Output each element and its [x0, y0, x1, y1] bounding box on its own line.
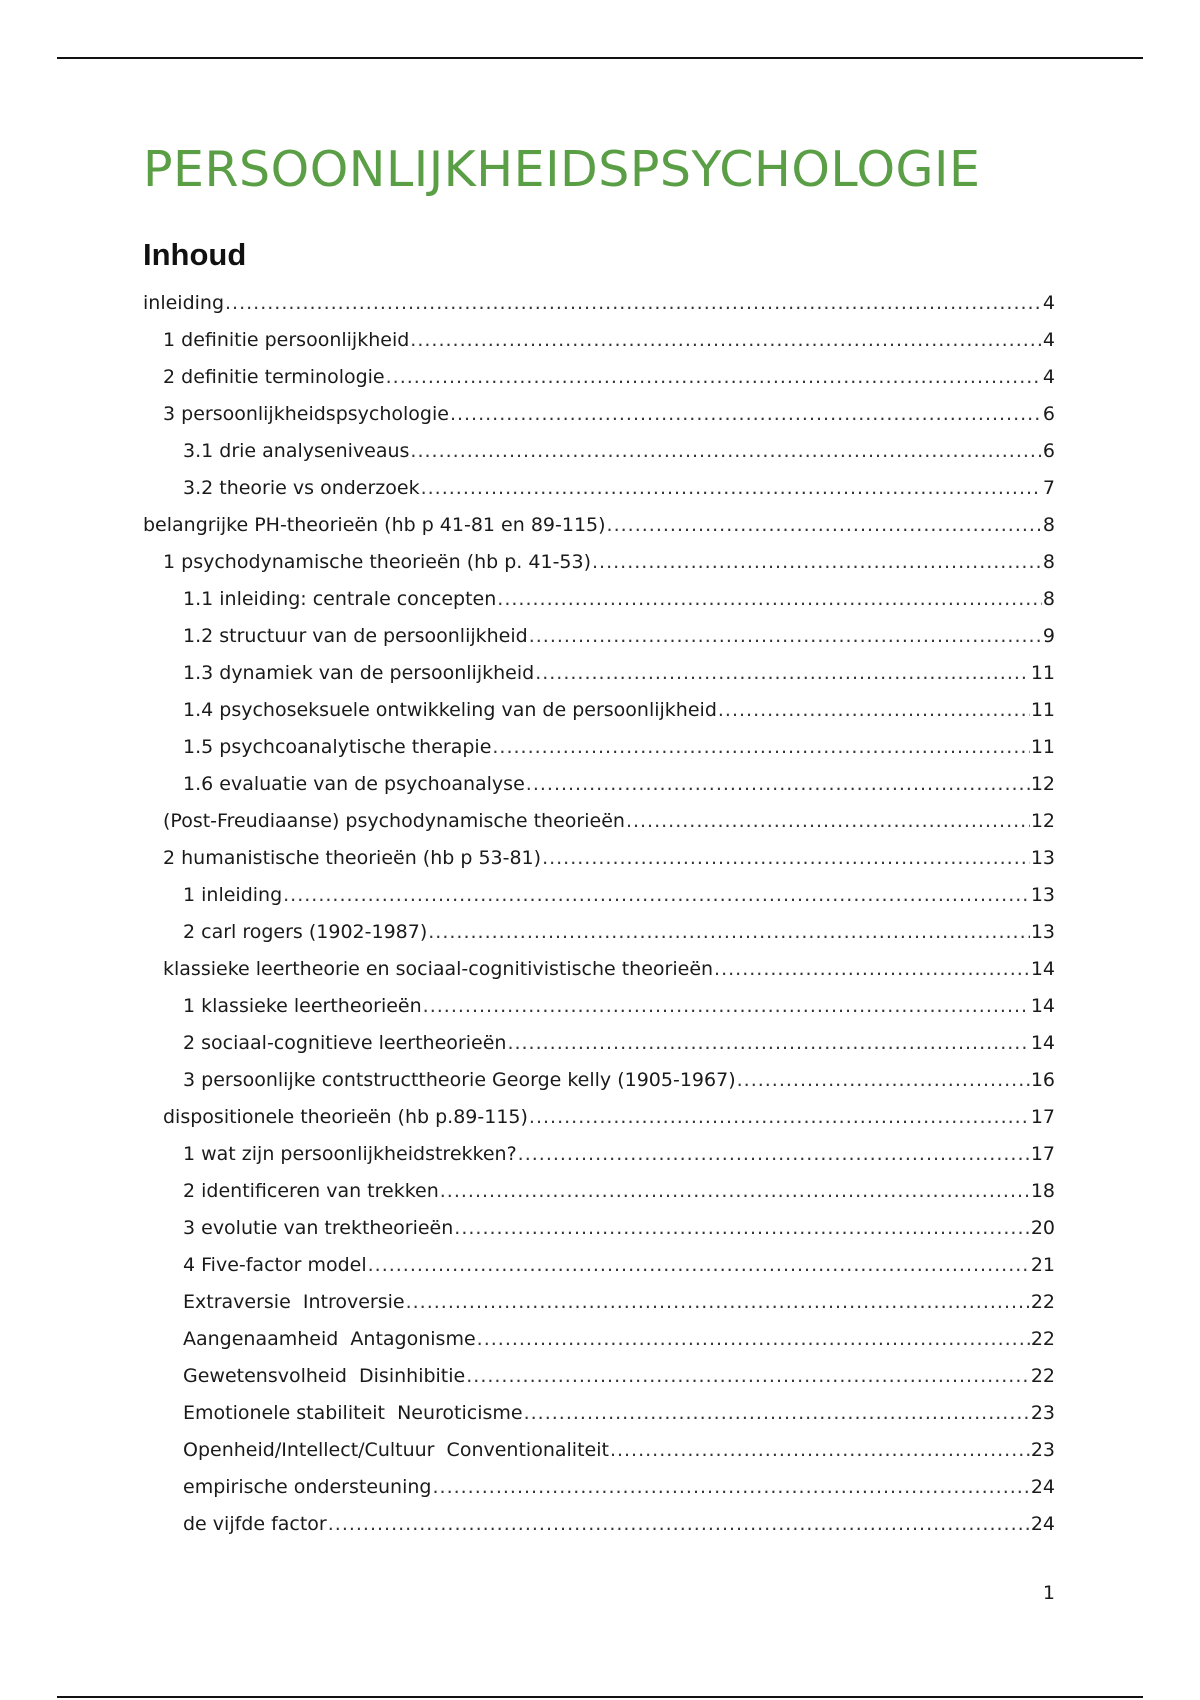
toc-entry-page: 4 [1042, 329, 1055, 351]
toc-entry-label: 1.2 structuur van de persoonlijkheid [183, 625, 528, 647]
toc-entry-label: 1.5 psychcoanalytische therapie [183, 736, 492, 758]
toc-entry-page: 4 [1042, 292, 1055, 314]
toc-entry-label: 1.4 psychoseksuele ontwikkeling van de persoonlijkheid [183, 699, 717, 721]
toc-entry-page: 24 [1030, 1476, 1055, 1498]
toc-entry[interactable] [143, 692, 1055, 729]
toc-dot-leader [607, 507, 1042, 544]
toc-entry-label: empirische ondersteuning [183, 1476, 432, 1498]
toc-entry[interactable] [143, 544, 1055, 581]
toc-entry-page: 12 [1030, 810, 1055, 832]
toc-entry[interactable] [143, 1358, 1055, 1395]
toc-entry-page: 11 [1030, 736, 1055, 758]
toc-entry-label: 3 persoonlijke contstructtheorie George kelly (1905-1967) [183, 1069, 736, 1091]
toc-entry[interactable] [143, 1469, 1055, 1506]
toc-entry[interactable] [143, 1173, 1055, 1210]
toc-entry-label: klassieke leertheorie en sociaal-cognitivistische theorieën [163, 958, 714, 980]
toc-dot-leader [283, 877, 1030, 914]
toc-entry-page: 7 [1042, 477, 1055, 499]
toc-entry[interactable] [143, 1432, 1055, 1469]
toc-dot-leader [718, 692, 1030, 729]
toc-entry[interactable] [143, 396, 1055, 433]
toc-dot-leader [432, 1469, 1029, 1506]
toc-entry-label: Openheid/Intellect/Cultuur Conventionaliteit [183, 1439, 609, 1461]
toc-dot-leader [421, 470, 1042, 507]
toc-dot-leader [428, 914, 1030, 951]
toc-entry-label: 2 humanistische theorieën (hb p 53-81) [163, 847, 542, 869]
toc-entry-page: 22 [1030, 1291, 1055, 1313]
toc-entry[interactable] [143, 840, 1055, 877]
toc-dot-leader [450, 396, 1042, 433]
toc-dot-leader [714, 951, 1030, 988]
toc-dot-leader [526, 766, 1030, 803]
toc-dot-leader [507, 1025, 1029, 1062]
toc-entry-page: 22 [1030, 1365, 1055, 1387]
toc-dot-leader [542, 840, 1030, 877]
toc-entry-page: 8 [1042, 514, 1055, 536]
toc-entry[interactable] [143, 1062, 1055, 1099]
toc-entry[interactable] [143, 285, 1055, 322]
document-title: PERSOONLIJKHEIDSPSYCHOLOGIE [143, 141, 981, 198]
toc-entry[interactable] [143, 1247, 1055, 1284]
toc-dot-leader [386, 359, 1042, 396]
toc-entry-label: 1.1 inleiding: centrale concepten [183, 588, 497, 610]
toc-entry[interactable] [143, 914, 1055, 951]
toc-dot-leader [328, 1506, 1030, 1543]
toc-entry-page: 23 [1030, 1402, 1055, 1424]
toc-entry[interactable] [143, 359, 1055, 396]
toc-entry-page: 17 [1030, 1106, 1055, 1128]
toc-entry-label: 3.2 theorie vs onderzoek [183, 477, 420, 499]
toc-entry[interactable] [143, 322, 1055, 359]
toc-dot-leader [518, 1136, 1030, 1173]
toc-entry-page: 4 [1042, 366, 1055, 388]
toc-entry-page: 18 [1030, 1180, 1055, 1202]
toc-entry[interactable] [143, 1284, 1055, 1321]
toc-entry-page: 16 [1030, 1069, 1055, 1091]
top-rule [57, 57, 1143, 59]
toc-entry-label: de vijfde factor [183, 1513, 327, 1535]
toc-entry-page: 8 [1042, 551, 1055, 573]
toc-entry-label: 1 psychodynamische theorieën (hb p. 41-53) [163, 551, 592, 573]
toc-entry-page: 14 [1030, 995, 1055, 1017]
toc-entry[interactable] [143, 1321, 1055, 1358]
toc-dot-leader [529, 618, 1042, 655]
toc-dot-leader [737, 1062, 1030, 1099]
toc-dot-leader [524, 1395, 1030, 1432]
toc-entry[interactable] [143, 951, 1055, 988]
toc-entry-label: 3 persoonlijkheidspsychologie [163, 403, 449, 425]
toc-dot-leader [492, 729, 1029, 766]
toc-entry[interactable] [143, 507, 1055, 544]
toc-entry-label: belangrijke PH-theorieën (hb p 41-81 en 89-115) [143, 514, 606, 536]
toc-entry-label: (Post-Freudiaanse) psychodynamische theorieën [163, 810, 625, 832]
toc-entry-page: 6 [1042, 403, 1055, 425]
toc-entry-label: 1.6 evaluatie van de psychoanalyse [183, 773, 525, 795]
toc-entry[interactable] [143, 581, 1055, 618]
toc-entry-page: 9 [1042, 625, 1055, 647]
table-of-contents [143, 285, 1055, 1543]
toc-dot-leader [454, 1210, 1030, 1247]
toc-entry-label: 2 carl rogers (1902-1987) [183, 921, 428, 943]
toc-entry-page: 20 [1030, 1217, 1055, 1239]
toc-dot-leader [497, 581, 1042, 618]
toc-entry[interactable] [143, 1136, 1055, 1173]
toc-entry-page: 21 [1030, 1254, 1055, 1276]
toc-dot-leader [592, 544, 1042, 581]
toc-entry[interactable] [143, 988, 1055, 1025]
toc-entry[interactable] [143, 1395, 1055, 1432]
toc-entry-page: 13 [1030, 847, 1055, 869]
toc-dot-leader [466, 1358, 1030, 1395]
toc-entry-page: 23 [1030, 1439, 1055, 1461]
toc-entry-page: 13 [1030, 921, 1055, 943]
toc-entry[interactable] [143, 618, 1055, 655]
toc-entry-page: 14 [1030, 958, 1055, 980]
toc-entry-label: 1 klassieke leertheorieën [183, 995, 422, 1017]
page-number: 1 [1042, 1582, 1055, 1604]
toc-entry[interactable] [143, 729, 1055, 766]
toc-entry-label: Gewetensvolheid Disinhibitie [183, 1365, 466, 1387]
bottom-rule [57, 1696, 1143, 1698]
toc-dot-leader [410, 433, 1041, 470]
toc-entry-page: 17 [1030, 1143, 1055, 1165]
toc-entry-label: 2 sociaal-cognitieve leertheorieën [183, 1032, 507, 1054]
toc-entry-label: 3.1 drie analyseniveaus [183, 440, 410, 462]
toc-entry-page: 22 [1030, 1328, 1055, 1350]
toc-dot-leader [535, 655, 1030, 692]
toc-dot-leader [610, 1432, 1030, 1469]
toc-entry-page: 24 [1030, 1513, 1055, 1535]
toc-dot-leader [440, 1173, 1030, 1210]
toc-dot-leader [529, 1099, 1030, 1136]
toc-dot-leader [626, 803, 1030, 840]
toc-entry-label: 3 evolutie van trektheorieën [183, 1217, 454, 1239]
toc-entry-page: 12 [1030, 773, 1055, 795]
toc-entry-label: inleiding [143, 292, 225, 314]
toc-entry[interactable] [143, 655, 1055, 692]
toc-dot-leader [406, 1284, 1030, 1321]
toc-entry-page: 11 [1030, 699, 1055, 721]
toc-entry-label: 4 Five-factor model [183, 1254, 367, 1276]
toc-entry[interactable] [143, 877, 1055, 914]
toc-entry[interactable] [143, 1099, 1055, 1136]
toc-entry[interactable] [143, 766, 1055, 803]
toc-entry-page: 8 [1042, 588, 1055, 610]
toc-entry-label: dispositionele theorieën (hb p.89-115) [163, 1106, 528, 1128]
toc-dot-leader [410, 322, 1042, 359]
toc-entry-label: 1.3 dynamiek van de persoonlijkheid [183, 662, 535, 684]
toc-dot-leader [423, 988, 1030, 1025]
toc-entry-label: 1 wat zijn persoonlijkheidstrekken? [183, 1143, 517, 1165]
toc-entry-label: Emotionele stabiliteit Neuroticisme [183, 1402, 523, 1424]
toc-entry[interactable] [143, 1025, 1055, 1062]
toc-entry[interactable] [143, 803, 1055, 840]
toc-dot-leader [368, 1247, 1030, 1284]
toc-entry-label: 1 inleiding [183, 884, 283, 906]
toc-entry-label: 2 definitie terminologie [163, 366, 385, 388]
toc-entry-label: Extraversie Introversie [183, 1291, 405, 1313]
toc-entry-page: 11 [1030, 662, 1055, 684]
toc-entry-page: 13 [1030, 884, 1055, 906]
toc-entry-label: 1 definitie persoonlijkheid [163, 329, 410, 351]
toc-entry[interactable] [143, 1210, 1055, 1247]
toc-dot-leader [477, 1321, 1030, 1358]
toc-entry-page: 14 [1030, 1032, 1055, 1054]
toc-entry-label: 2 identificeren van trekken [183, 1180, 439, 1202]
toc-entry[interactable] [143, 1506, 1055, 1543]
toc-entry-label: Aangenaamheid Antagonisme [183, 1328, 476, 1350]
toc-entry-page: 6 [1042, 440, 1055, 462]
toc-entry[interactable] [143, 470, 1055, 507]
toc-dot-leader [225, 285, 1042, 322]
toc-heading: Inhoud [143, 237, 247, 272]
toc-entry[interactable] [143, 433, 1055, 470]
